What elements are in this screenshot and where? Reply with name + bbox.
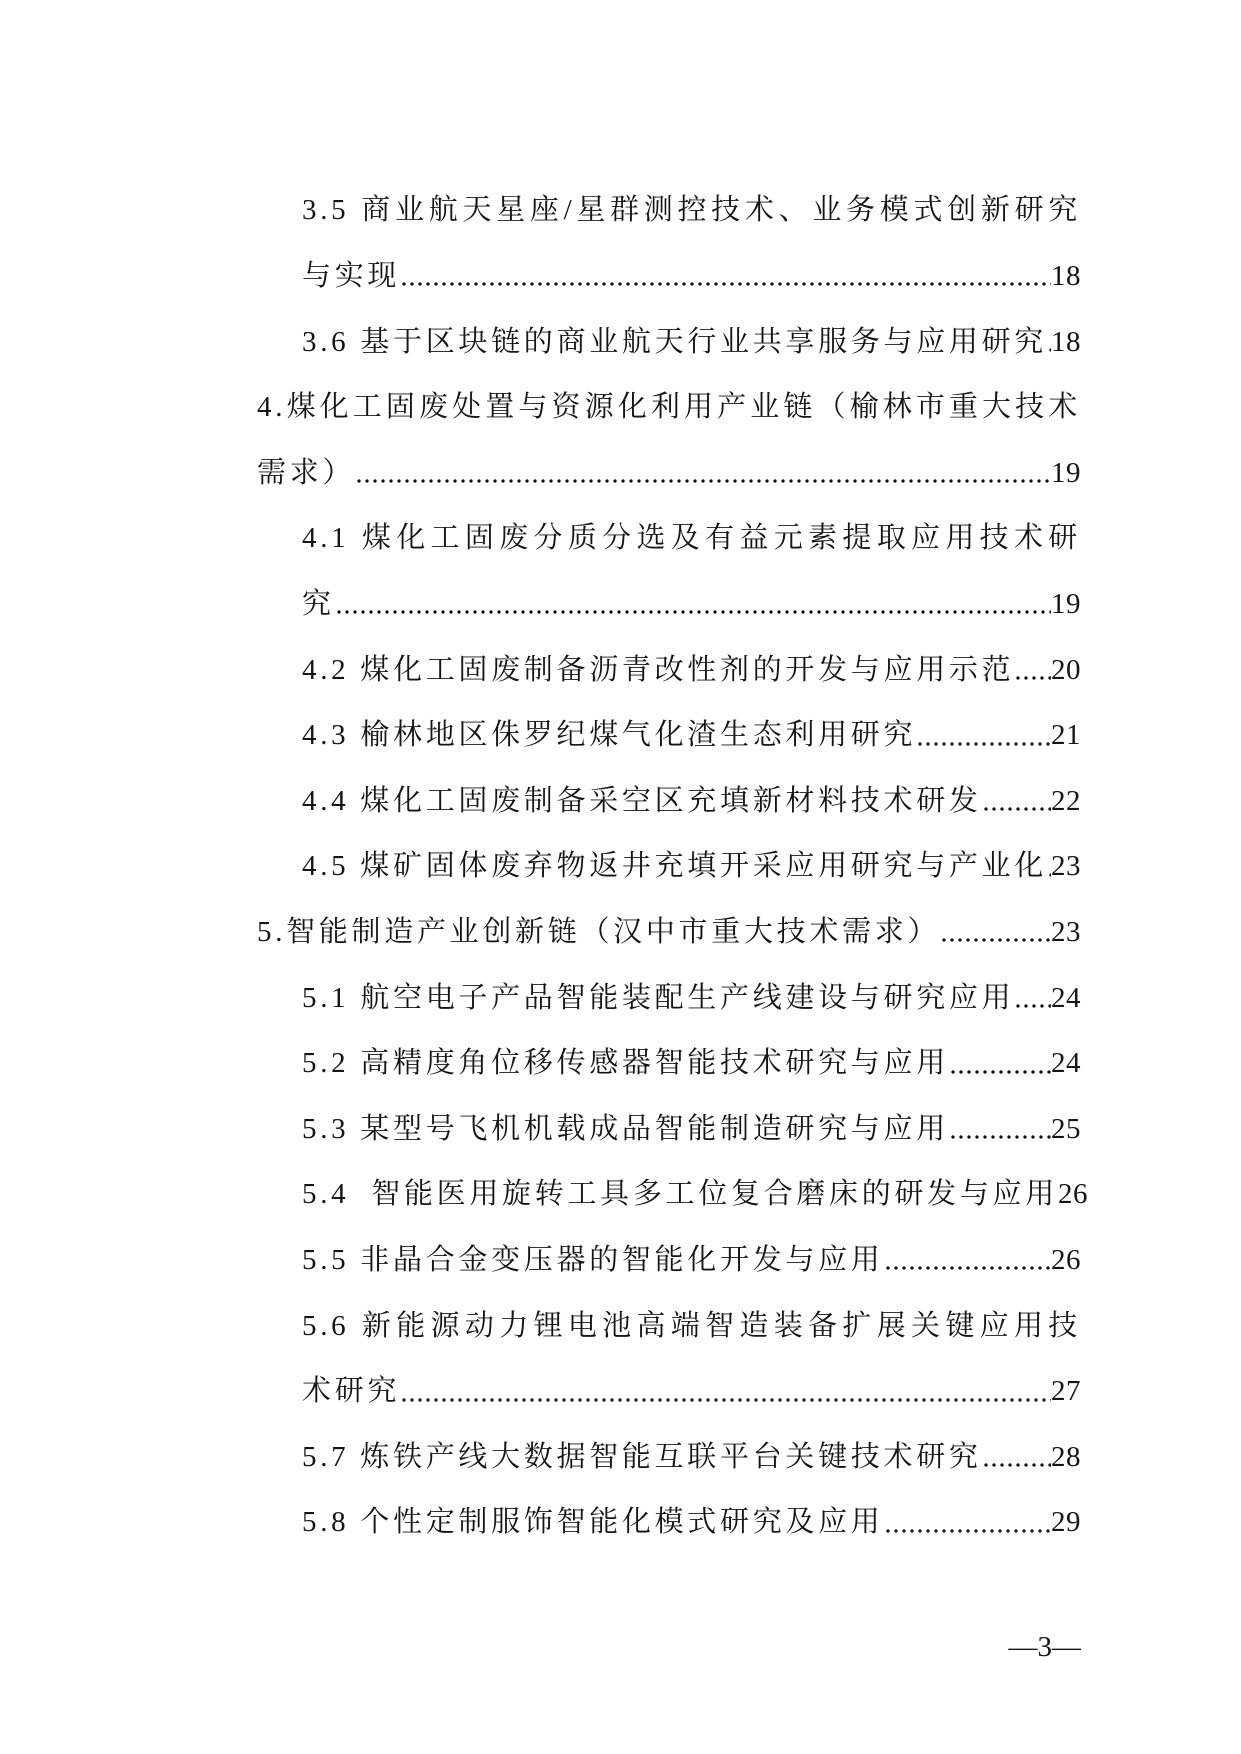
toc-entry-title: 3.6 基于区块链的商业航天行业共享服务与应用研究 [302, 325, 1048, 358]
toc-page-number: 20 [1051, 653, 1081, 686]
toc-page-number: 21 [1051, 719, 1081, 752]
dot-leader [400, 1359, 1051, 1425]
dot-leader [982, 769, 1051, 835]
toc-entry-title: 3.5 商业航天星座/星群测控技术、业务模式创新研究 [302, 194, 1081, 227]
toc-entry-line [302, 834, 1081, 900]
toc-page-number: 26 [1051, 1244, 1081, 1277]
toc-page-number: 24 [1051, 981, 1081, 1014]
toc-chapter-title-continued: 需求） [257, 456, 356, 489]
toc-entry-3-5 [302, 178, 1081, 309]
dot-leader [355, 441, 1051, 507]
toc-entry-4-4 [302, 769, 1081, 835]
toc-entry-5-5 [302, 1228, 1081, 1294]
toc-entry-title: 4.2 煤化工固废制备沥青改性剂的开发与应用示范 [302, 653, 1015, 686]
toc-entry-5-3 [302, 1097, 1081, 1163]
toc-entry-title-continued: 与实现 [302, 260, 401, 293]
toc-entry-line [302, 769, 1081, 835]
toc-page-number: 27 [1051, 1375, 1081, 1408]
toc-entry-line [302, 1097, 1081, 1163]
toc-entry-title: 5.2 高精度角位移传感器智能技术研究与应用 [302, 1047, 949, 1080]
toc-entry-4-1 [302, 506, 1081, 637]
toc-entry-line [302, 1228, 1081, 1294]
toc-page-number: 25 [1051, 1112, 1081, 1145]
toc-entry-line [302, 1293, 1081, 1359]
toc-entry-4-5 [302, 834, 1081, 900]
toc-entry-line [302, 703, 1081, 769]
toc-entry-3-6 [302, 309, 1081, 375]
dot-leader [916, 703, 1051, 769]
toc-entry-line [302, 572, 1081, 638]
dot-leader [949, 1031, 1051, 1097]
page-number-footer: —3— [1008, 1631, 1081, 1663]
toc-page-number: 28 [1051, 1440, 1081, 1473]
toc-entry-title: 5.8 个性定制服饰智能化模式研究及应用 [302, 1506, 884, 1539]
toc-entry-line [302, 1425, 1081, 1491]
dot-leader [335, 572, 1051, 638]
toc-page-number: 23 [1051, 850, 1081, 883]
toc-page-number: 26 [1057, 1178, 1088, 1211]
dot-leader [884, 1228, 1051, 1294]
toc-chapter-title: 4.煤化工固废处置与资源化利用产业链（榆林市重大技术 [257, 391, 1081, 424]
toc-page-number: 22 [1051, 784, 1081, 817]
toc-page-number: 23 [1051, 916, 1081, 949]
toc-entry-line [257, 900, 1081, 966]
toc-entry-title: 4.4 煤化工固废制备采空区充填新材料技术研发 [302, 784, 982, 817]
toc-entry-line [302, 244, 1081, 310]
toc-entry-4-2 [302, 637, 1081, 703]
toc-entry-5-4 [302, 1162, 1088, 1228]
toc-entry-line [302, 506, 1081, 572]
toc-entry-5-8 [302, 1490, 1081, 1556]
toc-page-number: 18 [1051, 325, 1081, 358]
toc-page-number: 19 [1051, 456, 1081, 489]
dot-leader [1014, 637, 1051, 703]
dot-leader [949, 1097, 1051, 1163]
toc-entry-line [257, 441, 1081, 507]
toc-entry-line [257, 375, 1081, 441]
toc-chapter-5 [257, 900, 1081, 966]
toc-entry-title: 5.6 新能源动力锂电池高端智造装备扩展关键应用技 [302, 1309, 1081, 1342]
toc-chapter-4 [257, 375, 1081, 506]
toc-entry-line [302, 178, 1081, 244]
toc-entry-5-6 [302, 1293, 1081, 1424]
toc-entry-title: 4.3 榆林地区侏罗纪煤气化渣生态利用研究 [302, 719, 917, 752]
dot-leader [940, 900, 1051, 966]
toc-page-number: 24 [1051, 1047, 1081, 1080]
dot-leader [982, 1425, 1051, 1491]
dot-leader [884, 1490, 1051, 1556]
toc-entry-title: 5.5 非晶合金变压器的智能化开发与应用 [302, 1244, 884, 1277]
toc-entry-5-7 [302, 1425, 1081, 1491]
dot-leader [400, 244, 1051, 310]
toc-entry-line [302, 1162, 1088, 1228]
dot-leader [1014, 965, 1051, 1031]
toc-page-number: 19 [1051, 588, 1081, 621]
toc-entry-title: 4.5 煤矿固体废弃物返井充填开采应用研究与产业化 [302, 850, 1048, 883]
toc-chapter-title: 5.智能制造产业创新链（汉中市重大技术需求） [257, 916, 941, 949]
toc-entry-title: 4.1 煤化工固废分质分选及有益元素提取应用技术研 [302, 522, 1081, 555]
toc-entry-title-continued: 术研究 [302, 1375, 401, 1408]
toc-entry-title: 5.3 某型号飞机机载成品智能制造研究与应用 [302, 1112, 949, 1145]
toc-entry-4-3 [302, 703, 1081, 769]
toc-entry-title: 5.7 炼铁产线大数据智能互联平台关键技术研究 [302, 1440, 982, 1473]
toc-page-number: 29 [1051, 1506, 1081, 1539]
toc-entry-line [302, 965, 1081, 1031]
toc-entry-line [302, 309, 1081, 375]
toc-entry-line [302, 1031, 1081, 1097]
toc-page-number: 18 [1051, 260, 1081, 293]
toc-entry-line [302, 637, 1081, 703]
toc-entry-title: 5.4 智能医用旋转工具多工位复合磨床的研发与应用 [302, 1178, 1058, 1211]
toc-entry-line [302, 1359, 1081, 1425]
toc-entry-line [302, 1490, 1081, 1556]
toc-entry-5-1 [302, 965, 1081, 1031]
toc-entry-title: 5.1 航空电子产品智能装配生产线建设与研究应用 [302, 981, 1015, 1014]
toc-entry-title-continued: 究 [302, 588, 335, 621]
toc-entry-5-2 [302, 1031, 1081, 1097]
